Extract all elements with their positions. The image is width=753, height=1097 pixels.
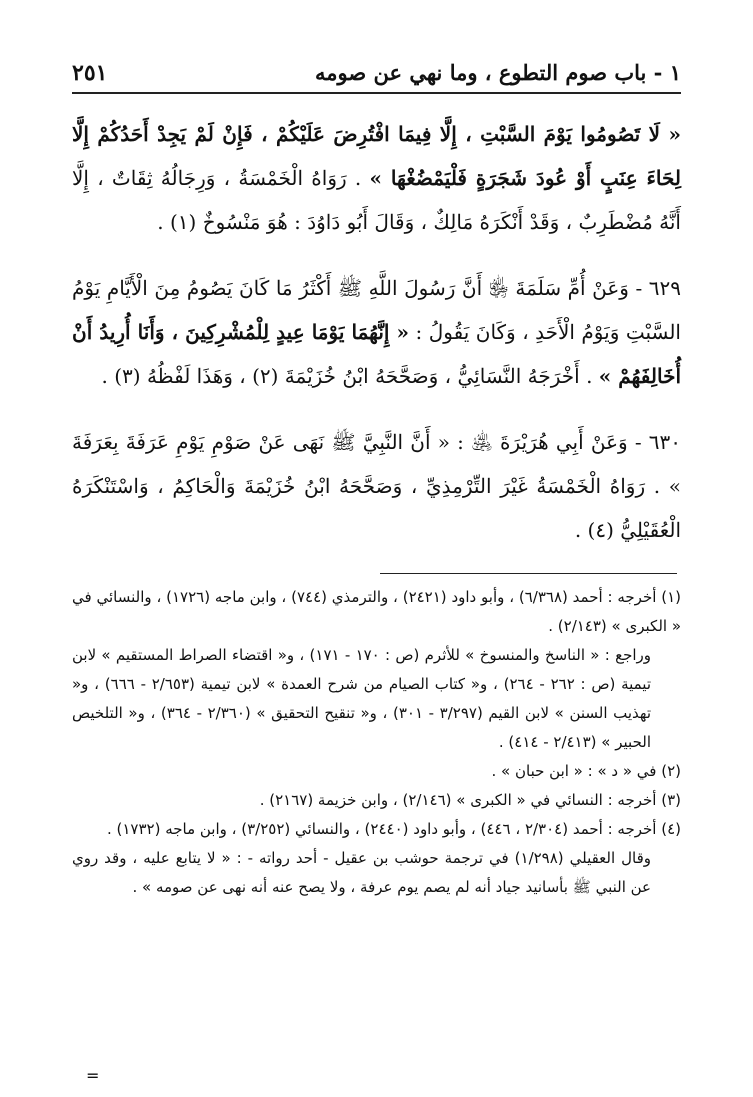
hadith-quote: « إِنَّهُمَا يَوْمَا عِيدٍ لِلْمُشْرِكِينَ ، وَأَنَا أُرِيدُ أَنْ أُخَالِفَهُمْ » [72, 320, 681, 388]
paragraph-hadith-629 [72, 266, 681, 398]
footnote-separator [380, 573, 677, 574]
chapter-title: ١ - باب صوم التطوع ، وما نهي عن صومه [315, 60, 681, 85]
paragraph-hadith-628-end [72, 112, 681, 244]
footnote-4-comment: وقال العقيلي (١/٢٩٨) في ترجمة حوشب بن عقيل - أحد رواته - : « لا يتابع عليه ، وقد روي عن النبي ﷺ بأسانيد جياد أنه لم يصم يوم عرفة ، ولا يصح عنه أنه نهى عن صومه » . [72, 849, 651, 896]
footnote-3: (٣) أخرجه : النسائي في « الكبرى » (٢/١٤٦) ، وابن خزيمة (٢١٦٧) . [259, 791, 681, 809]
page-number: ٢٥١ [72, 60, 108, 86]
main-text [72, 112, 681, 574]
hadith-quote: « لَا تَصُومُوا يَوْمَ السَّبْتِ ، إِلَّا فِيمَا افْتُرِضَ عَلَيْكُمْ ، فَإِنْ لَمْ يَجِدْ أَحَدُكُمْ إِلَّا لِحَاءَ عِنَبٍ أَوْ عُودَ شَجَرَةٍ فَلْيَمْضُغْهَا » [72, 122, 681, 190]
footnote-1: (١) أخرجه : أحمد (٦/٣٦٨) ، وأبو داود (٢٤٢١) ، والترمذي (٧٤٤) ، وابن ماجه (١٧٢٦) ، والنسائي في « الكبرى » (٢/١٤٣) . [72, 588, 681, 635]
hadith-commentary: . رَوَاهُ الْخَمْسَةُ ، وَرِجَالُهُ ثِقَاتٌ ، إِلَّا أَنَّهُ مُضْطَرِبٌ ، وَقَدْ أَنْكَرَهُ مَالِكٌ ، وَقَالَ أَبُو دَاوُدَ : هُوَ مَنْسُوخٌ (١) . [72, 166, 681, 234]
hadith-commentary: . أَخْرَجَهُ النَّسَائِيُّ ، وَصَحَّحَهُ ابْنُ خُزَيْمَةَ (٢) ، وَهَذَا لَفْظُهُ (٣) . [101, 364, 599, 388]
footnote-1-see-also: وراجع : « الناسخ والمنسوخ » للأثرم (ص : ١٧٠ - ١٧١) ، و« اقتضاء الصراط المستقيم » لابن تيمية (ص : ٢٦٢ - ٢٦٤) ، و« كتاب الصيام من شرح العمدة » لابن تيمية (٢/٦٥٣ - ٦٦٦) ، و« تهذيب السنن » لابن القيم (٣/٢٩٧ - ٣٠١) ، و« تنقيح التحقيق » (٢/٣٦٠ - ٣٦٤) ، و« التلخيص الحبير » (٢/٤١٣ - ٤١٤) . [72, 646, 652, 751]
continuation-mark: = [86, 1066, 100, 1085]
footnote-2: (٢) في « د » : « ابن حبان » . [491, 762, 681, 780]
footnotes [72, 583, 681, 902]
paragraph-hadith-630: ٦٣٠ - وَعَنْ أَبِي هُرَيْرَةَ ﵁ : « أَنَّ النَّبِيَّ ﷺ نَهَى عَنْ صَوْمِ يَوْمِ عَرَفَةَ بِعَرَفَةَ » . رَوَاهُ الْخَمْسَةُ غَيْرَ التِّرْمِذِيِّ ، وَصَحَّحَهُ ابْنُ خُزَيْمَةَ وَالْحَاكِمُ ، وَاسْتَنْكَرَهُ الْعُقَيْلِيُّ (٤) . [72, 430, 681, 542]
hadith-intro: ٦٢٩ - وَعَنْ أُمِّ سَلَمَةَ ﵂ أَنَّ رَسُولَ اللَّهِ ﷺ أَكْثَرُ مَا كَانَ يَصُومُ مِنَ الْأَيَّامِ يَوْمُ السَّبْتِ وَيَوْمُ الْأَحَدِ ، وَكَانَ يَقُولُ : [72, 276, 681, 344]
footnote-4: (٤) أخرجه : أحمد (٢/٣٠٤ ، ٤٤٦) ، وأبو داود (٢٤٤٠) ، والنسائي (٣/٢٥٢) ، وابن ماجه (١٧٣٢) . [106, 820, 681, 838]
page-header [72, 58, 681, 94]
